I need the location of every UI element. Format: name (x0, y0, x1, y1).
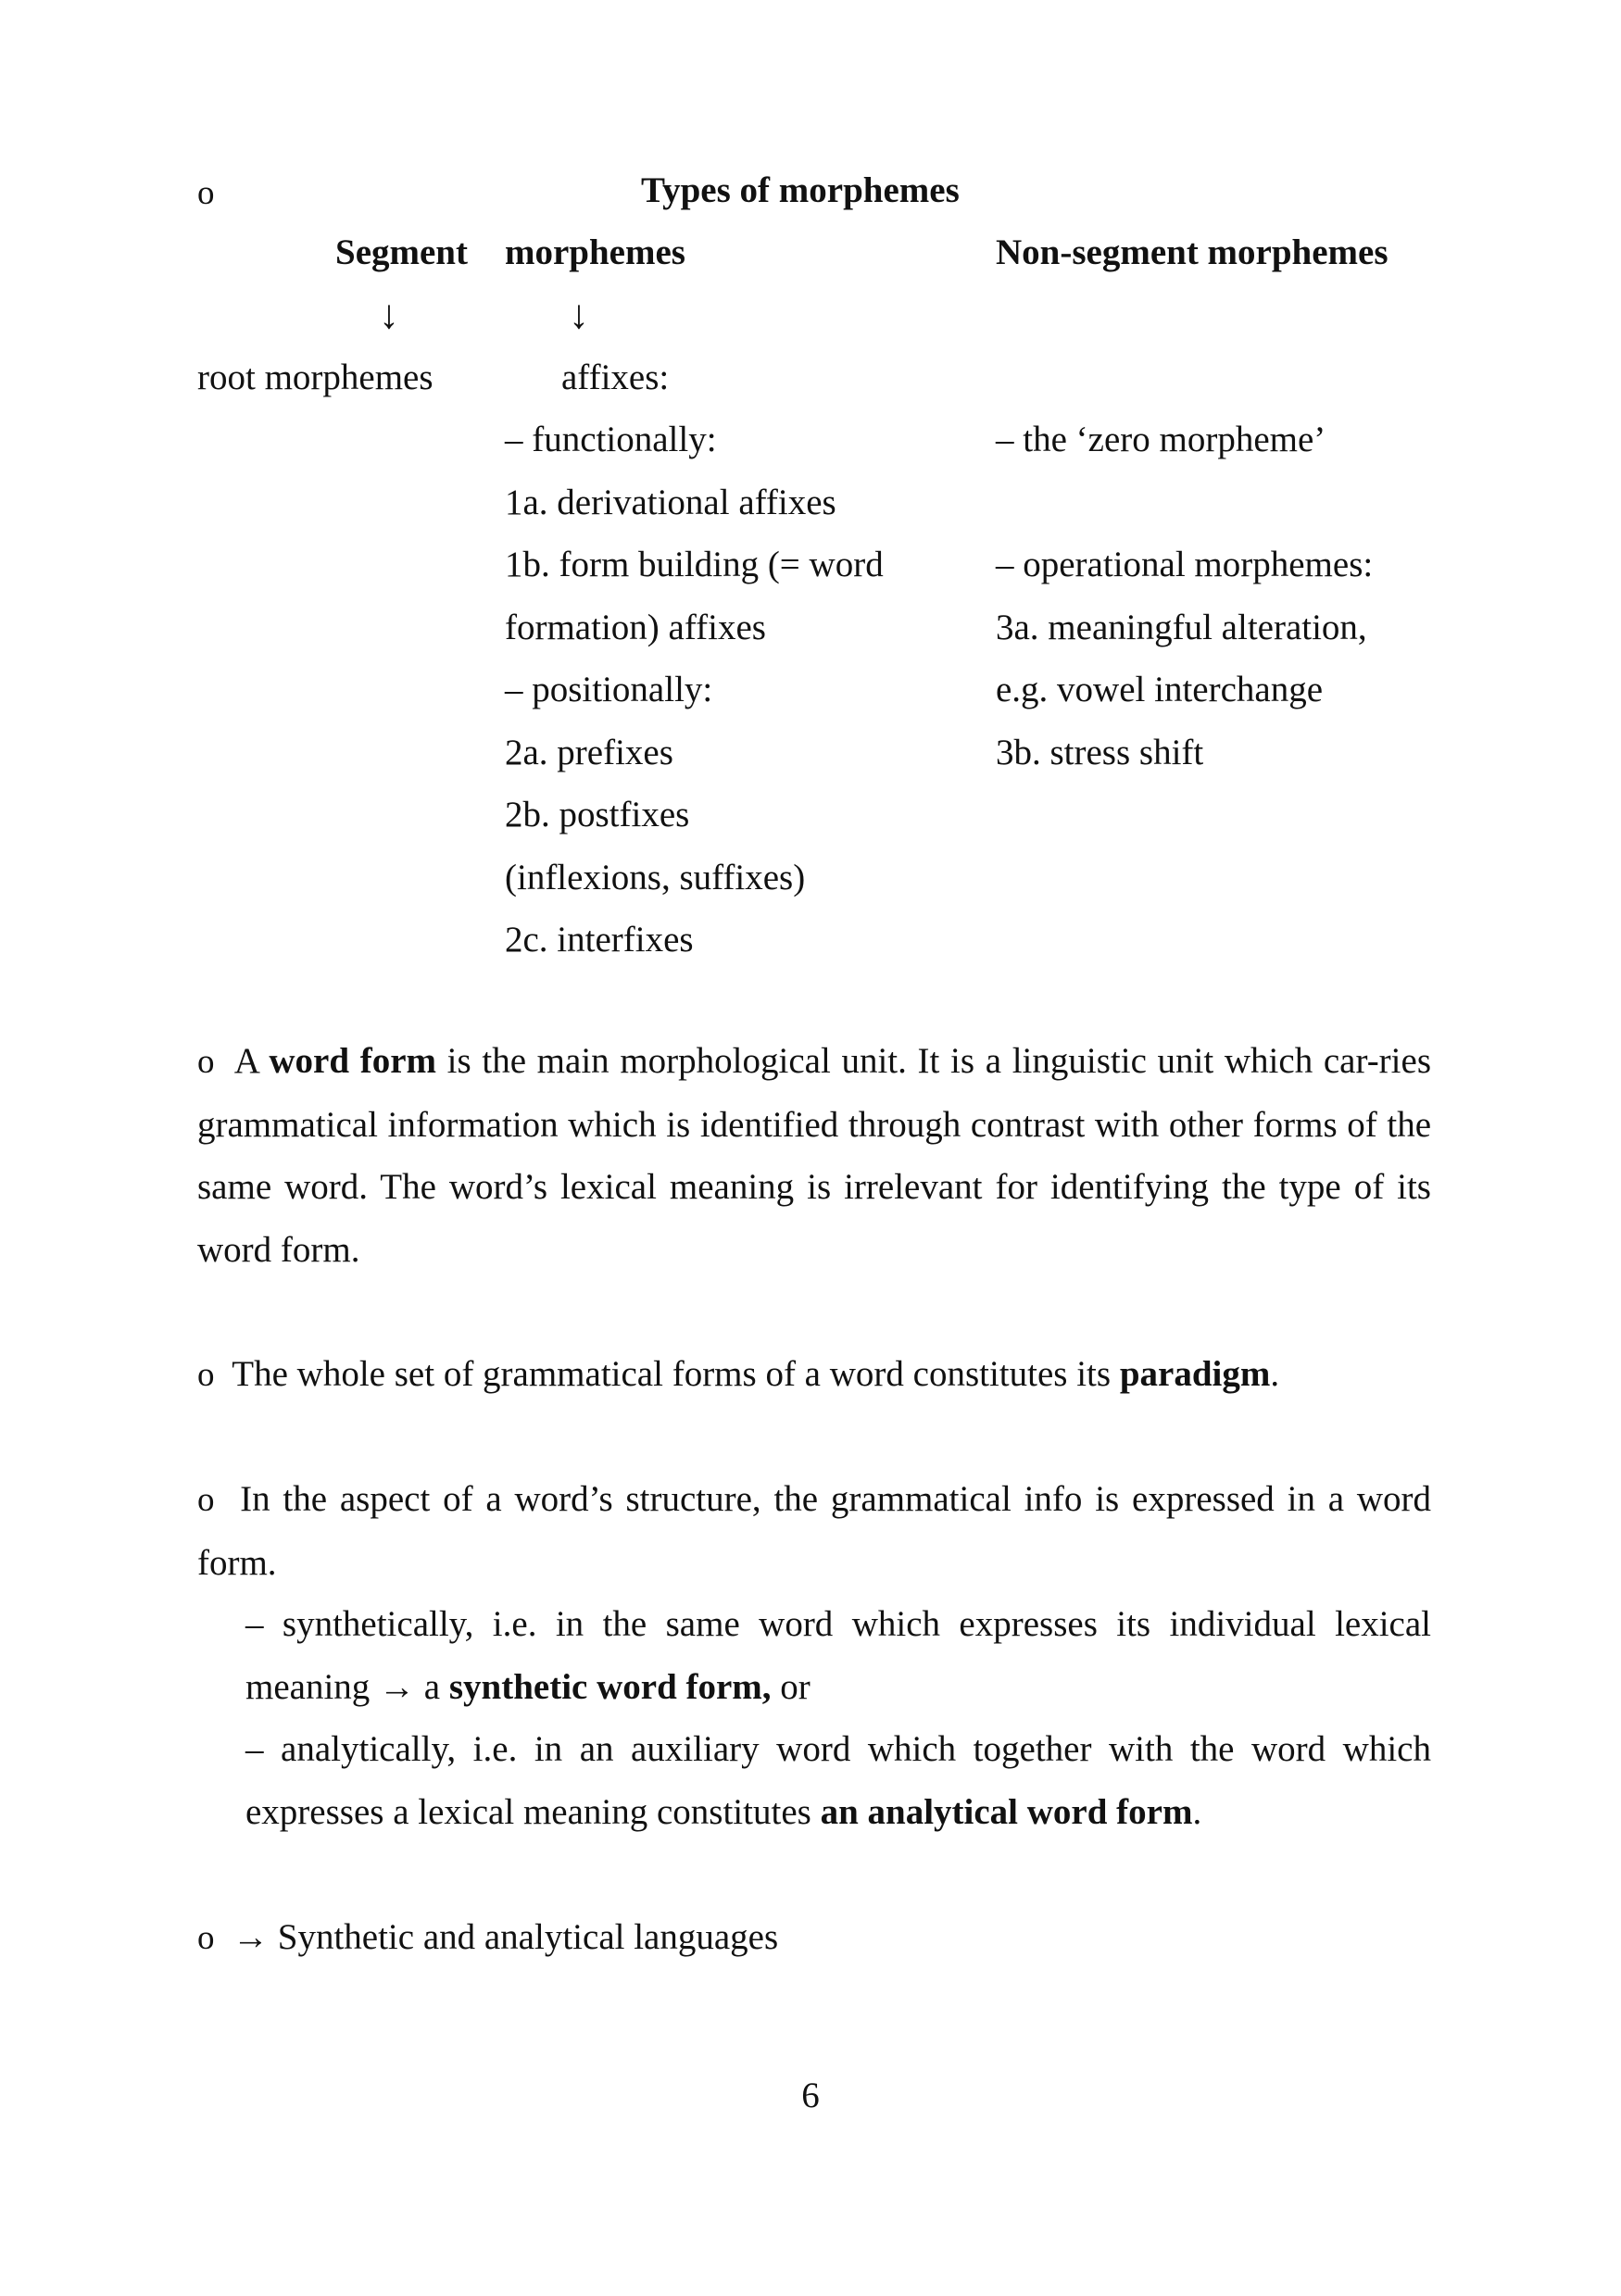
affix-line: (inflexions, suffixes) (505, 858, 806, 897)
bullet: o (197, 1919, 215, 1957)
term-analytical-word-form: an analytical word form (820, 1791, 1193, 1832)
nonsegment-line: – the ‘zero morpheme’ (996, 420, 1326, 459)
bullet: o (197, 174, 215, 212)
synthetic-item: – synthetically, i.e. in the same word which expresses its individual lexical meaning → a synthetic word form, or (245, 1604, 1431, 1707)
diagram-title: Types of morphemes (641, 170, 960, 210)
down-arrow-icon: ↓ (569, 292, 589, 337)
term-paradigm: paradigm (1119, 1354, 1271, 1394)
affix-line: 2a. prefixes (505, 733, 673, 772)
analytical-item: – analytically, i.e. in an auxiliary word which together with the word which expresses a lexical meaning constitutes an analytical word form. (245, 1729, 1431, 1832)
root-morphemes: root morphemes (197, 358, 434, 397)
paragraph-paradigm: o The whole set of grammatical forms of a word constitutes its paradigm. (197, 1354, 1280, 1394)
affix-line: formation) affixes (505, 608, 766, 647)
affix-line: 1a. derivational affixes (505, 483, 836, 522)
term-synthetic-word-form: synthetic word form, (448, 1666, 772, 1707)
bullet: o (197, 1356, 215, 1394)
nonsegment-line: 3b. stress shift (996, 733, 1204, 772)
bullet: o (197, 1481, 215, 1519)
bullet: o (197, 1043, 215, 1081)
morphemes-label: morphemes (505, 232, 685, 272)
nonsegment-line: 3a. meaningful alteration, (996, 608, 1367, 647)
segment-label: Segment (335, 232, 468, 272)
affix-line: 2c. interfixes (505, 920, 694, 960)
page-number: 6 (801, 2076, 820, 2115)
nonsegment-line: – operational morphemes: (996, 545, 1374, 584)
affix-line: 1b. form building (= word (505, 545, 884, 584)
nonsegment-line: e.g. vowel interchange (996, 670, 1324, 709)
paragraph-languages: o → Synthetic and analytical languages (197, 1917, 779, 1957)
affix-line: 2b. postfixes (505, 795, 690, 834)
affixes-heading: affixes: (561, 358, 670, 397)
paragraph-word-form: o A word form is the main morphological unit. It is a linguistic unit which car-ries grammatical information which is identified through contrast with other forms of the same word. The word’s lexical meaning is irrelevant for identifying the type of its word form. (197, 1041, 1431, 1270)
term-word-form: word form (269, 1041, 437, 1081)
non-segment-label: Non-segment morphemes (996, 232, 1389, 272)
affix-line: – positionally: (505, 670, 713, 709)
down-arrow-icon: ↓ (379, 292, 399, 337)
paragraph-word-structure: o In the aspect of a word’s structure, the grammatical info is expressed in a word form. (197, 1479, 1432, 1583)
affix-line: – functionally: (505, 420, 717, 459)
